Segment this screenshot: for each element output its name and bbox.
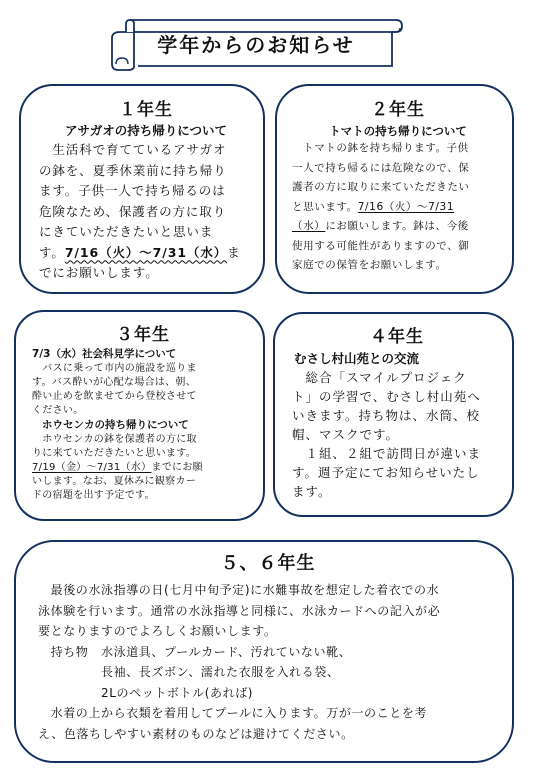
grade4-line: １組、２組で訪問日が違いま	[292, 446, 482, 461]
grade1-line: にきていただきたいと思いま	[39, 224, 214, 239]
grade3-line	[32, 461, 254, 475]
title-banner	[108, 14, 404, 72]
grade1-line: ます。子供一人で持ち帰るのは	[39, 183, 226, 198]
grade56-line: 持ち物 水泳道具、プールカード、汚れていない靴、	[38, 644, 352, 659]
grade4-line: す。週予定にてお知らせいたし	[292, 465, 480, 480]
grade2-date-range-end: （水）	[292, 220, 326, 232]
grade3-line: す。バス酔いが心配な場合は、朝、	[32, 377, 196, 388]
grade1-text: す。	[39, 244, 65, 260]
grade1-heading: １年生	[119, 100, 173, 120]
grade3-text: までにお願	[151, 462, 203, 473]
grade2-line: 家庭での保管をお願いします。	[292, 259, 447, 271]
grade2-line: トマトの鉢を持ち帰ります。子供	[292, 142, 469, 154]
grade56-line: 水着の上から衣類を着用してプールに入ります。万が一のことを考	[38, 706, 428, 720]
grade2-subhead: トマトの持ち帰りについて	[329, 124, 467, 138]
grade4-subhead: むさし村山苑との交流	[294, 351, 420, 366]
grade4-line: 総合「スマイルプロジェク	[292, 370, 467, 385]
grade1-line: 危険なため、保護者の方に取り	[39, 203, 227, 219]
grade4-notice	[273, 312, 514, 517]
grade2-line	[292, 217, 504, 237]
grade3-heading: ３年生	[116, 325, 170, 345]
grade2-line: 護者の方に取りに来ていただきたい	[292, 181, 470, 193]
grade56-line: 泳体験を行います。通常の水泳指導と同様に、水泳カードへの記入が必	[38, 603, 441, 618]
grade1-line	[39, 243, 253, 264]
grade2-line	[292, 198, 504, 218]
grade2-notice	[275, 84, 514, 294]
grade2-heading: ２年生	[371, 100, 425, 120]
grade2-line: 一人で持ち帰るには危険なので、保	[292, 161, 470, 174]
grade3-line: りに来ていただきたいと思います。	[32, 448, 196, 459]
grade2-text: にお願いします。鉢は、今後	[325, 220, 469, 232]
grade3-line: バスに乗って市内の施設を巡りま	[32, 363, 197, 374]
grade1-date-range: 7/16（火）～7/31（水）	[64, 244, 228, 260]
grade4-heading: ４年生	[370, 327, 424, 347]
grade1-text: ま	[227, 244, 241, 260]
grade2-line: 使用する可能性がありますので、御	[292, 239, 470, 252]
grade56-line: 長袖、長ズボン、濡れた衣服を入れる袋、	[38, 665, 340, 679]
grade1-subhead: アサガオの持ち帰りについて	[64, 123, 227, 138]
grade56-heading: ５、６年生	[220, 553, 316, 574]
grade56-line: 最後の水泳指導の日(七月中旬予定)に水難事故を想定した着衣での水	[38, 583, 440, 597]
grade2-date-range: 7/16（火）～7/31	[357, 200, 455, 213]
grade3-line: 酔い止めを飲ませてから登校させて	[32, 391, 197, 402]
grade3-line: いします。なお、夏休みに観察カー	[32, 476, 196, 487]
grade56-line: 2Lのペットボトル(あれば)	[38, 685, 254, 700]
grade1-line: 生活科で育てているアサガオ	[39, 142, 227, 157]
grade4-line: ト」の学習で、むさし村山苑へ	[292, 389, 481, 404]
grade56-notice	[14, 540, 514, 763]
grade56-line: え、色落ちしやすい素材のものなどは避けてください。	[38, 726, 354, 741]
grade1-line: でにお願いします。	[39, 265, 159, 280]
grade3-line: ください。	[32, 405, 84, 416]
grade3-subhead-field-trip: 7/3（水）社会科見学について	[32, 348, 177, 360]
grade1-line: の鉢を、夏季休業前に持ち帰り	[39, 162, 227, 178]
grade56-line: 要となりますのでよろしくお願いします。	[38, 624, 277, 638]
grade4-line: いきます。持ち物は、水筒、校	[292, 408, 481, 423]
grade4-line: 帽、マスクです。	[292, 427, 400, 442]
grade3-line: ドの宿題を出す予定です。	[32, 490, 155, 501]
grade2-text: と思います。	[292, 200, 358, 213]
grade4-line: ます。	[292, 484, 332, 499]
grade3-notice	[14, 310, 265, 521]
grade3-date-range: 7/19（金）～7/31（水）	[32, 462, 152, 473]
grade3-line: ホウセンカの鉢を保護者の方に取	[32, 434, 197, 445]
grade3-subhead-balsam: ホウセンカの持ち帰りについて	[42, 419, 189, 431]
page-title: 学年からのお知らせ	[157, 33, 355, 57]
grade1-notice	[19, 84, 265, 294]
